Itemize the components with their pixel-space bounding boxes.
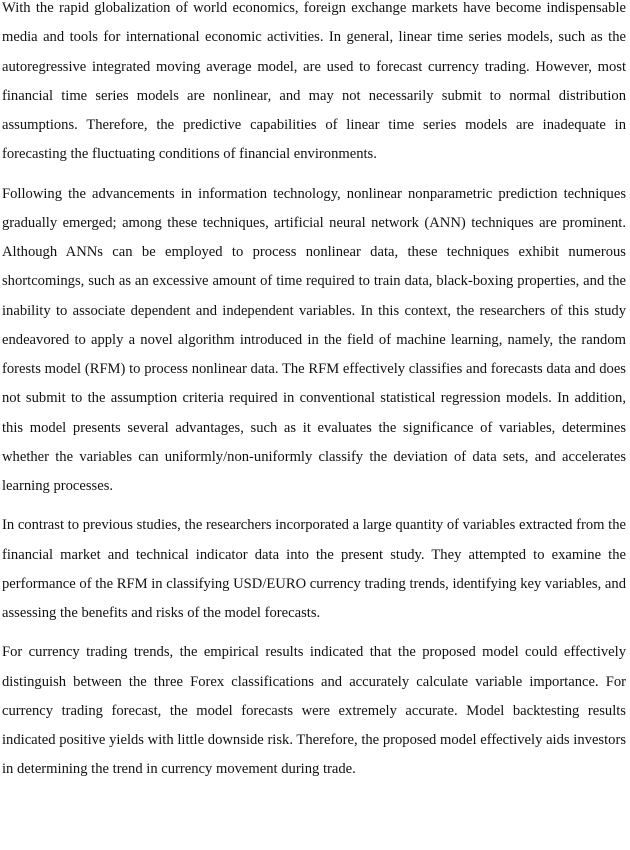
paragraph-1: With the rapid globalization of world economics, foreign exchange markets have become indispensable media and tools for international economic activities. In general, linear time series models, such as the autoregressive integrated moving average model, are used to forecast currency trading. However, most financial time series models are nonlinear, and may not necessarily submit to normal distribution assumptions. Therefore, the predictive capabilities of linear time series models are inadequate in forecasting the fluctuating conditions of financial environments. [2,0,626,163]
paragraph-3: In contrast to previous studies, the researchers incorporated a large quantity of variables extracted from the financial market and technical indicator data into the present study. They attempted to examine the performance of the RFM in classifying USD/EURO currency trading trends, identifying key variables, and assessing the benefits and risks of the model forecasts. [2,517,626,621]
document-body [2,0,626,795]
paragraph-4: For currency trading trends, the empirical results indicated that the proposed model could effectively distinguish between the three Forex classifications and accurately calculate variable importance. For currency trading forecast, the model forecasts were extremely accurate. Model backtesting results indicated positive yields with little downside risk. Therefore, the proposed model effectively aids investors in determining the trend in currency movement during trade. [2,644,626,778]
paragraph-2: Following the advancements in information technology, nonlinear nonparametric prediction techniques gradually emerged; among these techniques, artificial neural network (ANN) techniques are prominent. Although ANNs can be employed to process nonlinear data, these techniques exhibit numerous shortcomings, such as an excessive amount of time required to train data, black-boxing properties, and the inability to associate dependent and independent variables. In this context, the researchers of this study endeavored to apply a novel algorithm introduced in the field of machine learning, namely, the random forests model (RFM) to process nonlinear data. The RFM effectively classifies and forecasts data and does not submit to the assumption criteria required in conventional statistical regression models. In addition, this model presents several advantages, such as it evaluates the significance of variables, determines whether the variables can uniformly/non-uniformly classify the deviation of data sets, and accelerates learning processes. [2,185,626,494]
